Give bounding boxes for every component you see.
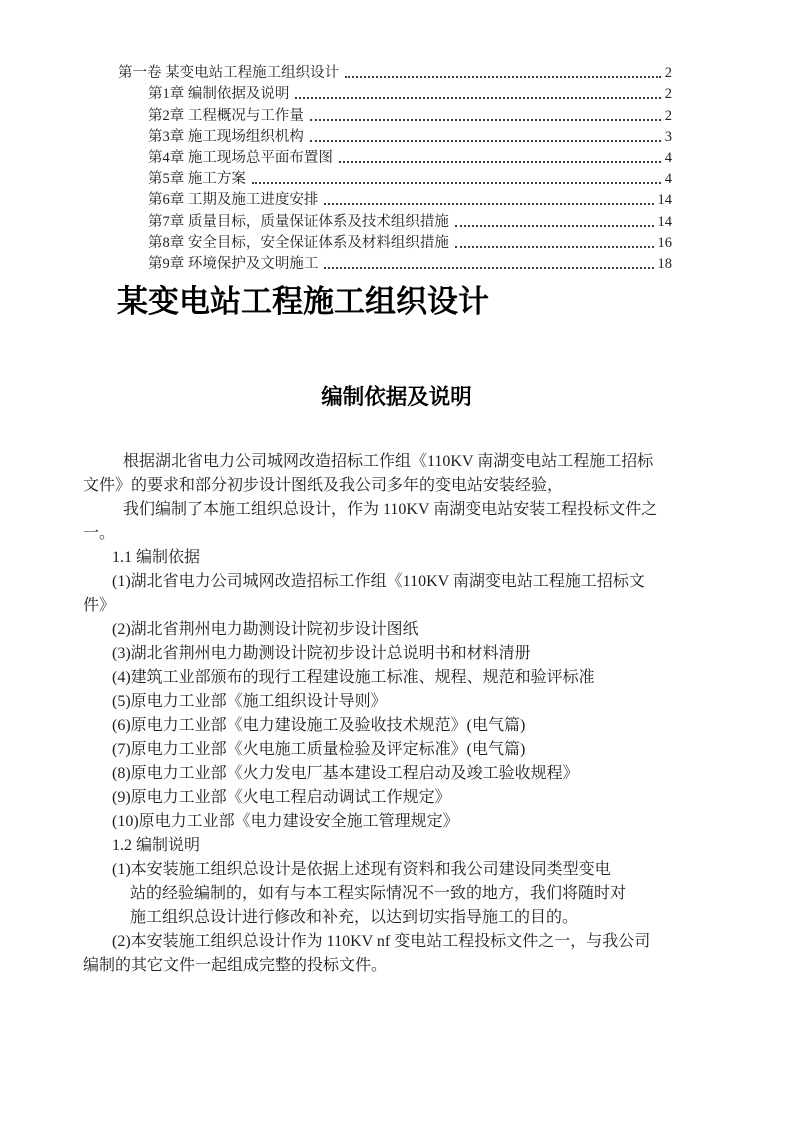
toc-entry (118, 252, 672, 273)
toc-page-number: 4 (664, 149, 672, 166)
body-line: (7)原电力工业部《火电施工质量检验及评定标准》(电气篇) (112, 741, 526, 758)
toc-dotted-leader (295, 97, 660, 99)
body-line: 站的经验编制的，如有与本工程实际情况不一致的地方，我们将随时对 (130, 885, 627, 902)
toc-dotted-leader (324, 203, 653, 205)
toc-page-number: 18 (657, 255, 672, 272)
toc-entry-label: 第7章 质量目标，质量保证体系及技术组织措施 (148, 213, 449, 230)
toc-page-number: 16 (657, 234, 672, 251)
toc-dotted-leader (310, 119, 661, 121)
toc-entry (118, 167, 672, 188)
body-line: 我们编制了本施工组织总设计，作为 110KV 南湖变电站安装工程投标文件之 (123, 501, 658, 518)
toc-entry (118, 103, 672, 124)
toc-dotted-leader (339, 161, 661, 163)
toc-dotted-leader (310, 140, 661, 142)
toc-dotted-leader (455, 225, 654, 227)
section-heading: 编制依据及说明 (321, 385, 472, 409)
body-line: 施工组织总设计进行修改和补充，以达到切实指导施工的目的。 (130, 909, 579, 926)
toc-page-number: 2 (664, 86, 672, 103)
body-line: (3)湖北省荆州电力勘测设计院初步设计总说明书和材料清册 (112, 645, 531, 662)
toc-entry (118, 125, 672, 146)
toc-entry-label: 第9章 环境保护及文明施工 (148, 255, 319, 272)
toc-page-number: 14 (657, 192, 672, 209)
document-title: 某变电站工程施工组织设计 (117, 284, 489, 319)
toc-entry-label: 第5章 施工方案 (148, 171, 246, 188)
toc-entry (118, 231, 672, 252)
body-line: (6)原电力工业部《电力建设施工及验收技术规范》(电气篇) (112, 717, 526, 734)
table-of-contents (118, 61, 672, 273)
body-line: 文件》的要求和部分初步设计图纸及我公司多年的变电站安装经验， (83, 477, 564, 494)
toc-dotted-leader (252, 182, 661, 184)
body-line: 根据湖北省电力公司城网改造招标工作组《110KV 南湖变电站工程施工招标 (123, 453, 654, 470)
toc-page-number: 3 (664, 128, 672, 145)
toc-dotted-leader (324, 267, 653, 269)
body-line: (2)湖北省荆州电力勘测设计院初步设计图纸 (112, 621, 419, 638)
body-subheading: 1.2 编制说明 (112, 837, 201, 854)
toc-entry-label: 第8章 安全目标，安全保证体系及材料组织措施 (148, 234, 449, 251)
toc-entry-label: 第1章 编制依据及说明 (148, 86, 290, 103)
toc-page-number: 2 (664, 107, 672, 124)
body-line: 编制的其它文件一起组成完整的投标文件。 (83, 957, 388, 974)
toc-entry-label: 第一卷 某变电站工程施工组织设计 (118, 65, 340, 82)
toc-page-number: 14 (657, 213, 672, 230)
body-line: (1)本安装施工组织总设计是依据上述现有资料和我公司建设同类型变电 (112, 861, 611, 878)
toc-page-number: 4 (664, 171, 672, 188)
body-subheading: 1.1 编制依据 (112, 549, 201, 566)
body-line: 件》 (83, 597, 116, 614)
toc-dotted-leader (455, 246, 654, 248)
body-line: (8)原电力工业部《火力发电厂基本建设工程启动及竣工验收规程》 (112, 765, 579, 782)
toc-entry (118, 146, 672, 167)
body-line: 一。 (83, 525, 116, 542)
body-line: (5)原电力工业部《施工组织设计导则》 (112, 693, 387, 710)
toc-entry (118, 209, 672, 230)
toc-entry-label: 第6章 工期及施工进度安排 (148, 192, 319, 209)
toc-entry (118, 61, 672, 82)
body-line: (9)原电力工业部《火电工程启动调试工作规定》 (112, 789, 451, 806)
body-line: (1)湖北省电力公司城网改造招标工作组《110KV 南湖变电站工程施工招标文 (112, 573, 645, 590)
body-line: (2)本安装施工组织总设计作为 110KV nf 变电站工程投标文件之一，与我公司 (112, 933, 651, 950)
toc-entry-label: 第4章 施工现场总平面布置图 (148, 149, 333, 166)
document-body (83, 450, 733, 978)
toc-entry (118, 82, 672, 103)
toc-entry (118, 188, 672, 209)
toc-entry-label: 第3章 施工现场组织机构 (148, 128, 304, 145)
body-line: (4)建筑工业部颁布的现行工程建设施工标准、规程、规范和验评标准 (112, 669, 595, 686)
body-line: (10)原电力工业部《电力建设安全施工管理规定》 (112, 813, 459, 830)
toc-entry-label: 第2章 工程概况与工作量 (148, 107, 304, 124)
toc-dotted-leader (345, 76, 661, 78)
toc-page-number: 2 (664, 65, 672, 82)
